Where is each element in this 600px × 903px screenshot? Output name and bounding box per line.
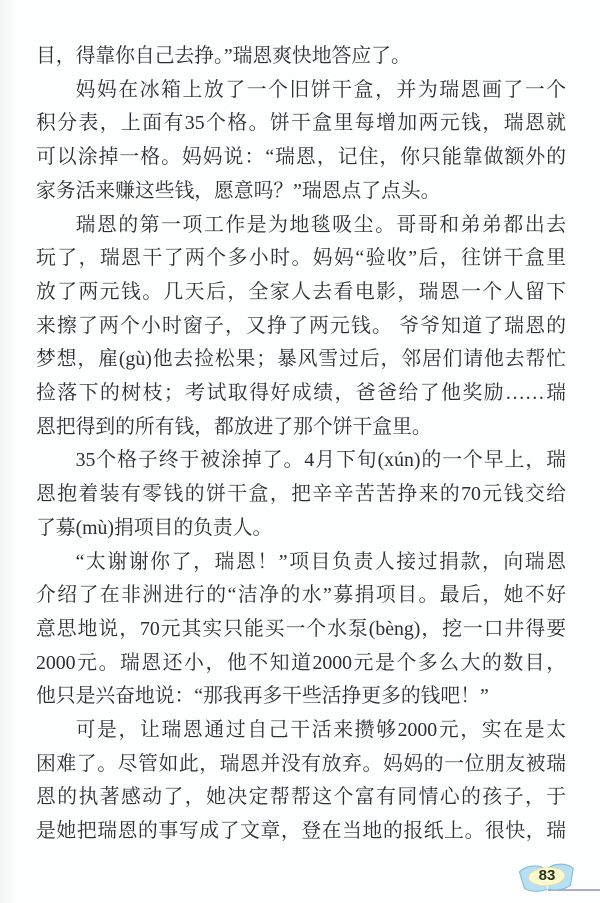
text-line: 了募(mù)捐项目的负责人。 bbox=[36, 516, 273, 539]
text-line: 他只是兴奋地说：“那我再多干些活挣更多的钱吧！” bbox=[36, 685, 489, 708]
text-line: 妈妈在冰箱上放了一个旧饼干盒，并为瑞恩画了一个 bbox=[75, 78, 566, 101]
text-line: 恩的执著感动了，她决定帮帮这个富有同情心的孩子，于 bbox=[36, 786, 566, 809]
text-line: 是她把瑞恩的事写成了文章，登在当地的报纸上。很快，瑞 bbox=[36, 820, 566, 843]
text-line: 梦想，雇(gù)他去捡松果；暴风雪过后，邻居们请他去帮忙 bbox=[36, 348, 566, 371]
text-line: 可以涂掉一格。妈妈说：“瑞恩，记住，你只能靠做额外的 bbox=[36, 146, 566, 169]
page-number-badge bbox=[516, 861, 578, 899]
text-line: 捡落下的树枝；考试取得好成绩，爸爸给了他奖励……瑞 bbox=[36, 382, 566, 405]
text-line: 目，得靠你自己去挣。”瑞恩爽快地答应了。 bbox=[36, 45, 411, 67]
text-line: 瑞恩的第一项工作是为地毯吸尘。哥哥和弟弟都出去 bbox=[75, 213, 566, 236]
text-line: 家务活来赚这些钱，愿意吗？”瑞恩点了点头。 bbox=[36, 179, 441, 202]
text-line: 2000元。瑞恩还小，他不知道2000元是个多么大的数目， bbox=[36, 651, 566, 674]
text-line: 积分表，上面有35个格。饼干盒里每增加两元钱，瑞恩就 bbox=[36, 112, 566, 135]
text-line: 35个格子终于被涂掉了。4月下旬(xún)的一个早上，瑞 bbox=[75, 449, 566, 472]
text-line: 恩抱着装有零钱的饼干盒，把辛辛苦苦挣来的70元钱交给 bbox=[36, 483, 566, 506]
text-line: 意思地说，70元其实只能买一个水泵(bèng)，挖一口井得要 bbox=[36, 617, 566, 640]
page-number: 83 bbox=[538, 867, 556, 884]
text-line: 困难了。尽管如此，瑞恩并没有放弃。妈妈的一位朋友被瑞 bbox=[36, 752, 566, 775]
text-line: 恩把得到的所有钱，都放进了那个饼干盒里。 bbox=[36, 415, 432, 438]
text-line: 来擦了两个小时窗子，又挣了两元钱。 爷爷知道了瑞恩的 bbox=[36, 314, 566, 337]
text-block bbox=[36, 40, 566, 849]
text-line: 可是，让瑞恩通过自己干活来攒够2000元，实在是太 bbox=[75, 719, 566, 742]
text-line: 介绍了在非洲进行的“洁净的水”募捐项目。最后，她不好 bbox=[36, 584, 566, 607]
text-line: 放了两元钱。几天后，全家人去看电影，瑞恩一个人留下 bbox=[36, 280, 566, 303]
text-line: “太谢谢你了，瑞恩！”项目负责人接过捐款，向瑞恩 bbox=[75, 550, 566, 573]
text-line: 玩了，瑞恩干了两个多小时。妈妈“验收”后，往饼干盒里 bbox=[36, 247, 566, 270]
